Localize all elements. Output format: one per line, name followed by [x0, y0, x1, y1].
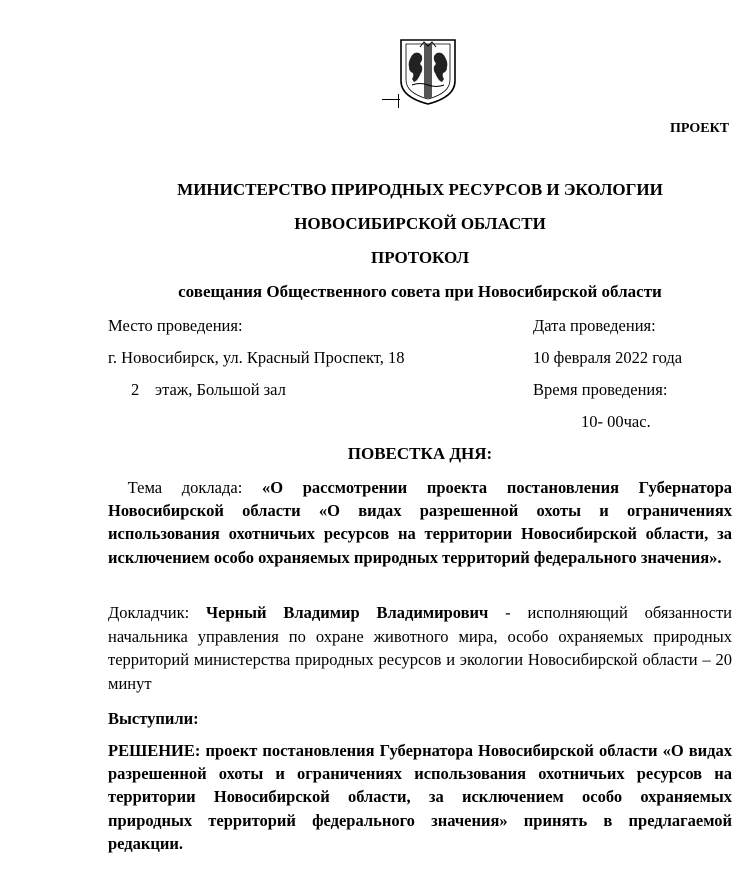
- place-floor-text: этаж, Большой зал: [155, 380, 286, 399]
- agenda-title: ПОВЕСТКА ДНЯ:: [347, 444, 493, 463]
- speaker-paragraph: [108, 601, 732, 695]
- speaker-text: - исполняющий обязанности начальника управления по охране животного мира, особо охраняемых природных территорий министерства природных ресурсов и экологии Новосибирской области – 20 минут: [108, 603, 733, 693]
- place-address: г. Новосибирск, ул. Красный Проспект, 18: [108, 348, 405, 367]
- topic-text: «О рассмотрении проекта постановления Губернатора Новосибирской области «О видах разрешенной охоты и ограничениях использования охотничьих ресурсов на территории Новосибирской области, за исключением особо охраняемых природных территорий федерального значения».: [108, 478, 733, 567]
- draft-label: ПРОЕКТ: [670, 121, 730, 136]
- meeting-subtitle: совещания Общественного совета при Новосибирской области: [178, 282, 662, 301]
- emblem-mark-line-vertical: [398, 94, 399, 108]
- topic-label: Тема доклада:: [127, 478, 243, 497]
- time-label: Время проведения:: [533, 380, 668, 399]
- time-value: 10- 00час.: [581, 412, 651, 431]
- report-topic-paragraph: [108, 476, 732, 569]
- speaker-name: Черный Владимир Владимирович: [206, 603, 489, 622]
- place-label: Место проведения:: [108, 316, 243, 335]
- ministry-title-line1: МИНИСТЕРСТВО ПРИРОДНЫХ РЕСУРСОВ И ЭКОЛОГИИ: [177, 180, 663, 199]
- document-type-title: ПРОТОКОЛ: [370, 248, 469, 267]
- ministry-title-line2: НОВОСИБИРСКОЙ ОБЛАСТИ: [294, 214, 546, 233]
- date-value: 10 февраля 2022 года: [533, 348, 683, 367]
- spoke-label: Выступили:: [108, 709, 199, 728]
- speaker-label: Докладчик:: [108, 603, 190, 622]
- place-floor-number: 2: [131, 380, 140, 399]
- date-label: Дата проведения:: [533, 316, 656, 335]
- coat-of-arms-icon: [398, 37, 458, 107]
- decision-paragraph: РЕШЕНИЕ: проект постановления Губернатора Новосибирской области «О видах разрешенной охоты и ограничениях использования охотничьих ресурсов на территории Новосибирской области, за исключением особо охраняемых природных территорий федерального значения» принять в предлагаемой редакции.: [108, 741, 732, 853]
